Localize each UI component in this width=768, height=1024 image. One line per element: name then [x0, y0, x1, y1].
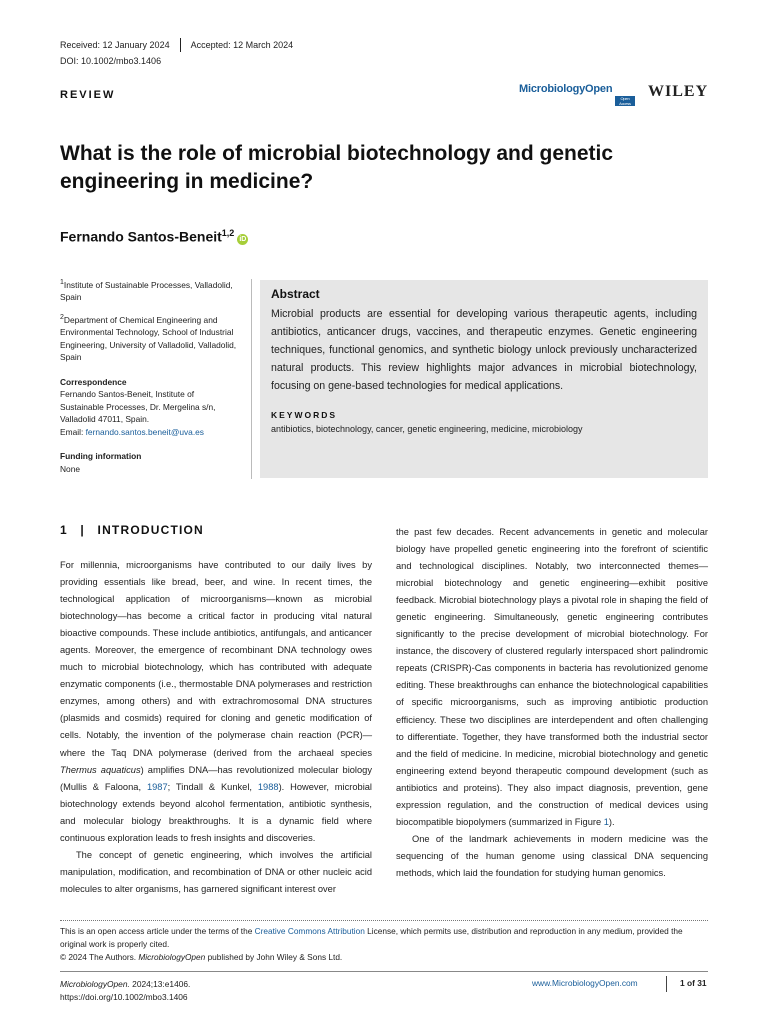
reference-link[interactable]: 1987: [146, 781, 168, 792]
copyright-line: © 2024 The Authors. MicrobiologyOpen published by John Wiley & Sons Ltd.: [60, 952, 343, 962]
body-column-left: [60, 557, 372, 898]
funding-text: None: [60, 463, 81, 474]
section-heading: 1 | INTRODUCTION: [60, 523, 204, 537]
journal-logo[interactable]: [519, 83, 635, 106]
journal-logo-text: MicrobiologyOpen: [519, 83, 613, 95]
abstract-heading: Abstract: [271, 287, 320, 301]
author-affiliation-refs: 1,2: [221, 228, 235, 238]
publisher-logo[interactable]: WILEY: [648, 83, 709, 100]
body-paragraph: For millennia, microorganisms have contributed to our daily lives by providing essentials like bread, beer, and wine. In recent times, the technological application of microorganisms—known as microbial biotechnology—has become a critical factor in producing vital natural bioactive compounds. These include antibiotics, antifungals, and anticancer agents. Moreover, the emergence of recombinant DNA technology owes much to microbial biotechnology, which has contributed with adequate enzymatic components (i.e., thermostable DNA polymerases and restriction enzymes, among others) and with extrachromosomal DNA structures (plasmids and cosmids) required for cloning and genetic modification of cells. Notably, the invention of the polymerase chain reaction (PCR)—where the Taq DNA polymerase (derived from the archaeal species Thermus aquaticus) amplifies DNA—has revolutionized molecular biology (Mullis & Faloona, 1987; Tindall & Kunkel, 1988). However, microbial biotechnology extends beyond alcohol fermentation, antibiotic synthesis, and molecular biology breakthroughs. It is a dynamic field where continuous exploration leads to fresh insights and discoveries.: [60, 560, 373, 843]
license-divider: [60, 920, 708, 921]
affiliation-1: $^1$Institute of Sustainable Processes, Valladolid, Spain: [60, 279, 233, 303]
journal-website-link[interactable]: www.MicrobiologyOpen.com: [532, 978, 638, 988]
article-title: What is the role of microbial biotechnology and genetic engineering in medicine?: [60, 142, 614, 193]
email-link[interactable]: fernando.santos.beneit@uva.es: [85, 426, 204, 437]
body-paragraph: the past few decades. Recent advancements in genetic and molecular biology have propelled genetic engineering into the forefront of scientific and technological disciplines. Notably, two interconnected themes—microbial biotechnology and genetic engineering—exhibit positive feedback. Microbial biotechnology plays a pivotal role in shaping the field of genetic engineering. Simultaneously, genetic engineering contributes significantly to the precise development of microbial biotechnology. For instance, the discovery of clustered regularly interspaced short palindromic repeats (CRISPR)-Cas components in bacteria has revolutionized genome editing. These breakthroughs can enhance the biotechnological capabilities of specific microorganisms, such as improving antibiotic production efficiency. These two disciplines are interdependent and often challenging to differentiate. Together, they have transformed both the industrial sector and the field of medicine. In medicine, microbial biotechnology and genetic engineering extend beyond therapeutic compound development (such as antibiotics and proteins). They also impact diagnosis, prevention, gene expression regulation, and the construction of medical devices using biocompatible biopolymers (summarized in Figure 1).: [396, 527, 708, 827]
article-doi: DOI: 10.1002/mbo3.1406: [60, 56, 162, 66]
correspondence-address: Fernando Santos-Beneit, Institute of Sustainable Processes, Dr. Mergelina s/n, Valladolid 47011, Spain.: [60, 389, 216, 425]
reference-link[interactable]: 1988: [257, 781, 279, 792]
column-divider: [251, 279, 252, 479]
footer-separator: [666, 976, 667, 992]
open-access-badge: Open Access: [615, 96, 635, 106]
date-divider: [180, 38, 181, 52]
keywords-heading: KEYWORDS: [271, 410, 338, 420]
author-name: Fernando Santos-Beneit: [60, 228, 222, 245]
license-notice: This is an open access article under the terms of the Creative Commons Attribution License, which permits use, distribution and reproduction in any medium, provided the original work is properly cited. © 2024 The Authors. MicrobiologyOpen published by John Wiley & Sons Ltd.: [60, 925, 708, 964]
body-paragraph: The concept of genetic engineering, which involves the artificial manipulation, modification, and recombination of DNA or other nucleic acid molecules to alter organisms, has garnered significant interest over: [60, 849, 372, 894]
accepted-date: Accepted: 12 March 2024: [190, 40, 294, 50]
keywords-list: antibiotics, biotechnology, cancer, genetic engineering, medicine, microbiology: [271, 424, 583, 434]
orcid-icon[interactable]: iD: [239, 235, 247, 243]
funding-heading: Funding information: [60, 451, 142, 462]
abstract-text: Microbial products are essential for developing various therapeutic agents, including antibiotics, anticancer drugs, vaccines, and therapeutic enzymes. Genetic engineering techniques, functional genomics, and synthetic biology unlock previously uncharacterized natural products. This review highlights major advances in microbial biotechnology, focusing on gene-based technologies for medical applications.: [271, 308, 697, 392]
license-link[interactable]: Creative Commons Attribution: [254, 926, 365, 936]
body-paragraph: One of the landmark achievements in modern medicine was the sequencing of the human genome using classical DNA sequencing methods, which laid the foundation for studying human genomics.: [396, 833, 708, 878]
figure-link[interactable]: 1: [603, 816, 609, 827]
body-column-right: [396, 524, 708, 882]
abstract-box: [260, 280, 708, 478]
author-line: [60, 228, 248, 245]
article-type: REVIEW: [60, 89, 116, 101]
received-date: Received: 12 January 2024: [60, 40, 170, 50]
footer-divider: [60, 971, 708, 972]
correspondence-email: Email: fernando.santos.beneit@uva.es: [60, 426, 204, 437]
correspondence-heading: Correspondence: [60, 376, 127, 387]
footer-citation: MicrobiologyOpen. 2024;13:e1406. https://doi.org/10.1002/mbo3.1406: [60, 979, 191, 1002]
page-number: 1 of 31: [680, 978, 707, 988]
affiliation-2: $^2$Department of Chemical Engineering and Environmental Technology, School of Industrial Engineering, University of Valladolid, Valladolid, Spain: [60, 313, 237, 363]
footer-doi-link[interactable]: https://doi.org/10.1002/mbo3.1406: [60, 992, 188, 1002]
article-dates: [60, 38, 293, 52]
article-info-column: [60, 277, 240, 475]
